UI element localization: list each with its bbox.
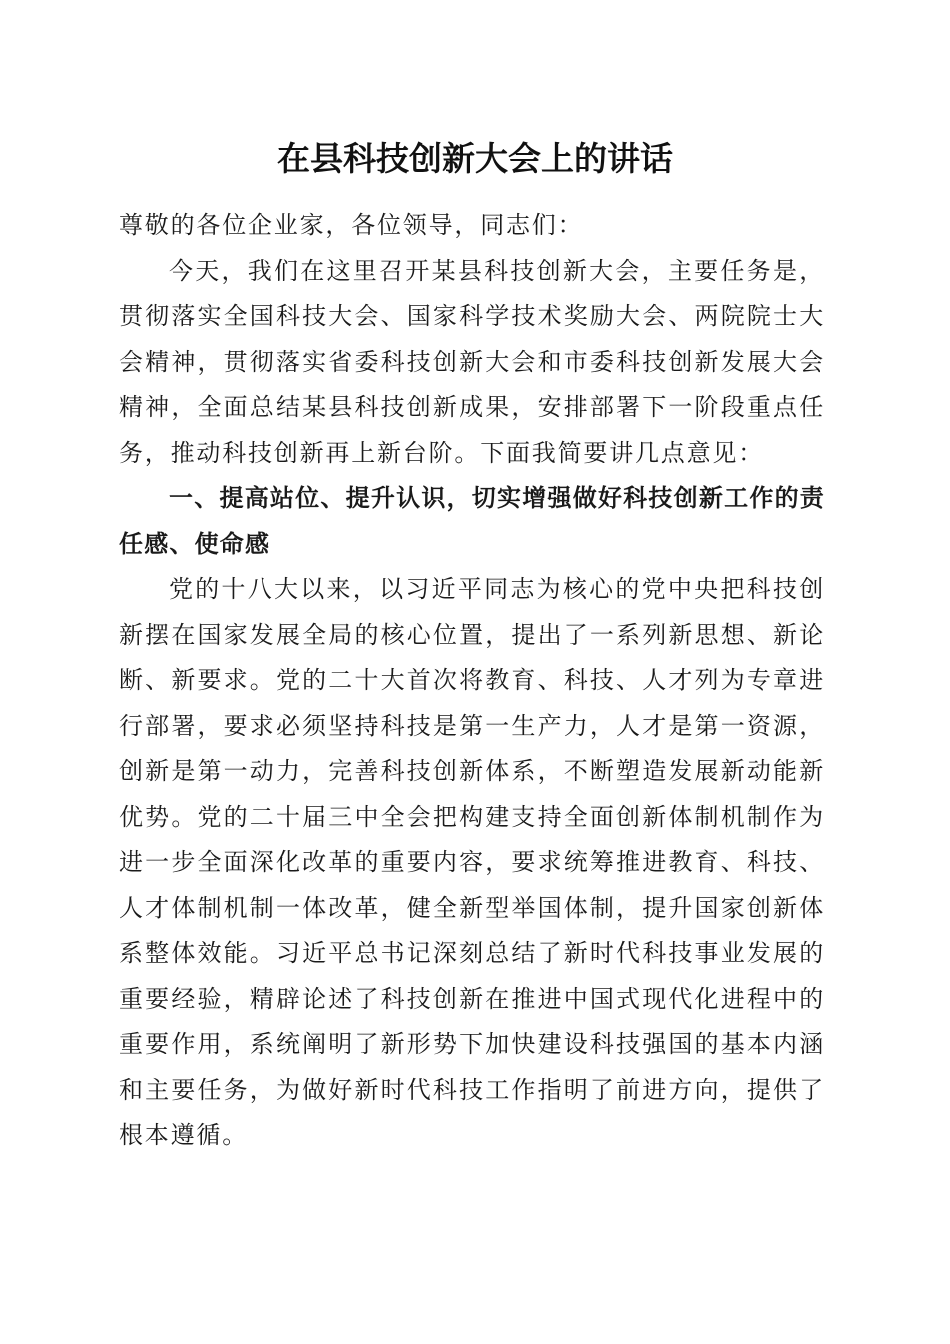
body-paragraph-1: 党的十八大以来，以习近平同志为核心的党中央把科技创新摆在国家发展全局的核心位置，提出了一系列新思想、新论断、新要求。党的二十大首次将教育、科技、人才列为专章进行部署，要求必须坚持科技是第一生产力，人才是第一资源，创新是第一动力，完善科技创新体系，不断塑造发展新动能新优势。党的二十届三中全会把构建支持全面创新体制机制作为进一步全面深化改革的重要内容，要求统筹推进教育、科技、人才体制机制一体改革，健全新型举国体制，提升国家创新体系整体效能。习近平总书记深刻总结了新时代科技事业发展的重要经验，精辟论述了科技创新在推进中国式现代化进程中的重要作用，系统阐明了新形势下加快建设科技强国的基本内涵和主要任务，为做好新时代科技工作指明了前进方向，提供了根本遵循。 [119, 575, 825, 1149]
intro-paragraph: 今天，我们在这里召开某县科技创新大会，主要任务是，贯彻落实全国科技大会、国家科学技术奖励大会、两院院士大会精神，贯彻落实省委科技创新大会和市委科技创新发展大会精神，全面总结某县科技创新成果，安排部署下一阶段重点任务，推动科技创新再上新台阶。下面我简要讲几点意见： [119, 256, 825, 467]
section-heading-1: 一、提高站位、提升认识，切实增强做好科技创新工作的责任感、使命感 [119, 484, 825, 558]
document-body [119, 203, 825, 1159]
salutation: 尊敬的各位企业家，各位领导，同志们： [119, 211, 584, 239]
document-title: 在县科技创新大会上的讲话 [277, 139, 673, 178]
